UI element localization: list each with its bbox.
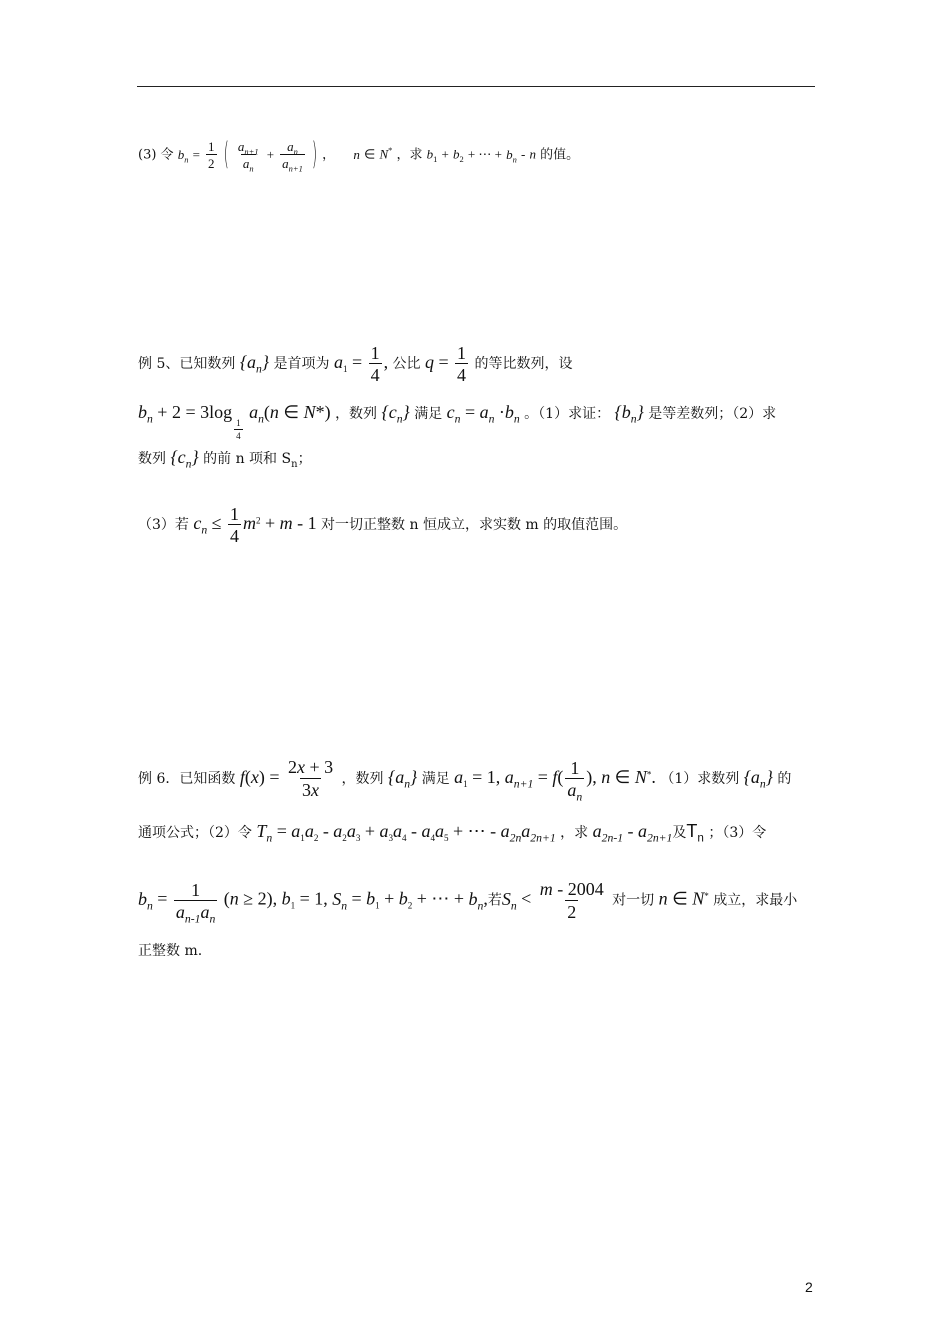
ex5-line-2: $b_n + 2 = 3\log$ $\frac{1}{4}$ $a_n(n$ ∈ N*) ，数列 $\{c_n\}$ 满足 $c_n = a_n \cdot b_n$ 。（1）求证： $\{b_n\}$ 是等差数列；（2）求 [138,402,777,441]
part3-ask: ，求 [396,147,423,163]
ex6-line-2: 通项公式；（2）令 $T_n = a_1a_2 - a_2a_3 + a_3a_4 - a_4a_5$ + ⋯ - $a_{2n}a_{2n+1}$ ，求 $a_{2n-1} - a_{2n+1}$及$T_n$ ；（3）令 [138,821,767,845]
page-number: 2 [805,1279,813,1295]
part3-line: (3) 令 $b_n$ = $\frac{1}{2}$ ( $\frac{a_{n+1}}{a_n}$ + $\frac{a_n}{a_{n+1}}$ ) ， n ∈ N* ，求 $b_1 + b_2$ + ⋯ + $b_n$ - n 的值。 [138,137,580,174]
ex6-line-3: $b_n$ = $\frac{1}{a_{n-1}a_n}$ (n ≥ 2), $b_1 = 1$, $S_n = b_1 + b_2$ + ⋯ + $b_n$,若$S_n$ < $\frac{m - 2004}{2}$ 对一切 n ∈ N* 成立，求最小 [138,879,798,926]
part3-formula-bn: $b_n$ = $\frac{1}{2}$ ( $\frac{a_{n+1}}{a_n}$ + $\frac{a_n}{a_{n+1}}$ ) [177,137,318,174]
ex5-intro: 例 5、已知数列 [138,356,236,372]
ex5-line-4: （3）若 $c_n$ ≤ $\frac{1}{4}$ $m^2 + m - 1$ 对一切正整数 n 恒成立，求实数 m 的取值范围。 [138,504,628,546]
ex6-line-4: 正整数 m. [138,943,203,959]
part3-label: (3) 令 [138,147,174,163]
ex5-line-3: 数列 $\{c_n\}$ 的前 n 项和 $S_n$； [138,447,312,471]
header-rule [137,86,815,87]
ex6-line-1: 例 6．已知函数 f(x) = $\frac{2x + 3}{3x}$ ，数列 $\{a_n\}$ 满足 $a_1 = 1$, $a_{n+1} = f$( $\frac{1}{a_n}$ ), n ∈ N*. （1）求数列 $\{a_n\}$ 的 [138,757,792,804]
part3-tail: 的值。 [540,147,580,163]
ex5-line-1: 例 5、已知数列 $\{a_n\}$ 是首项为 $a_1$ = $\frac{1}{4}$ , 公比 q = $\frac{1}{4}$ 的等比数列，设 [138,343,573,385]
